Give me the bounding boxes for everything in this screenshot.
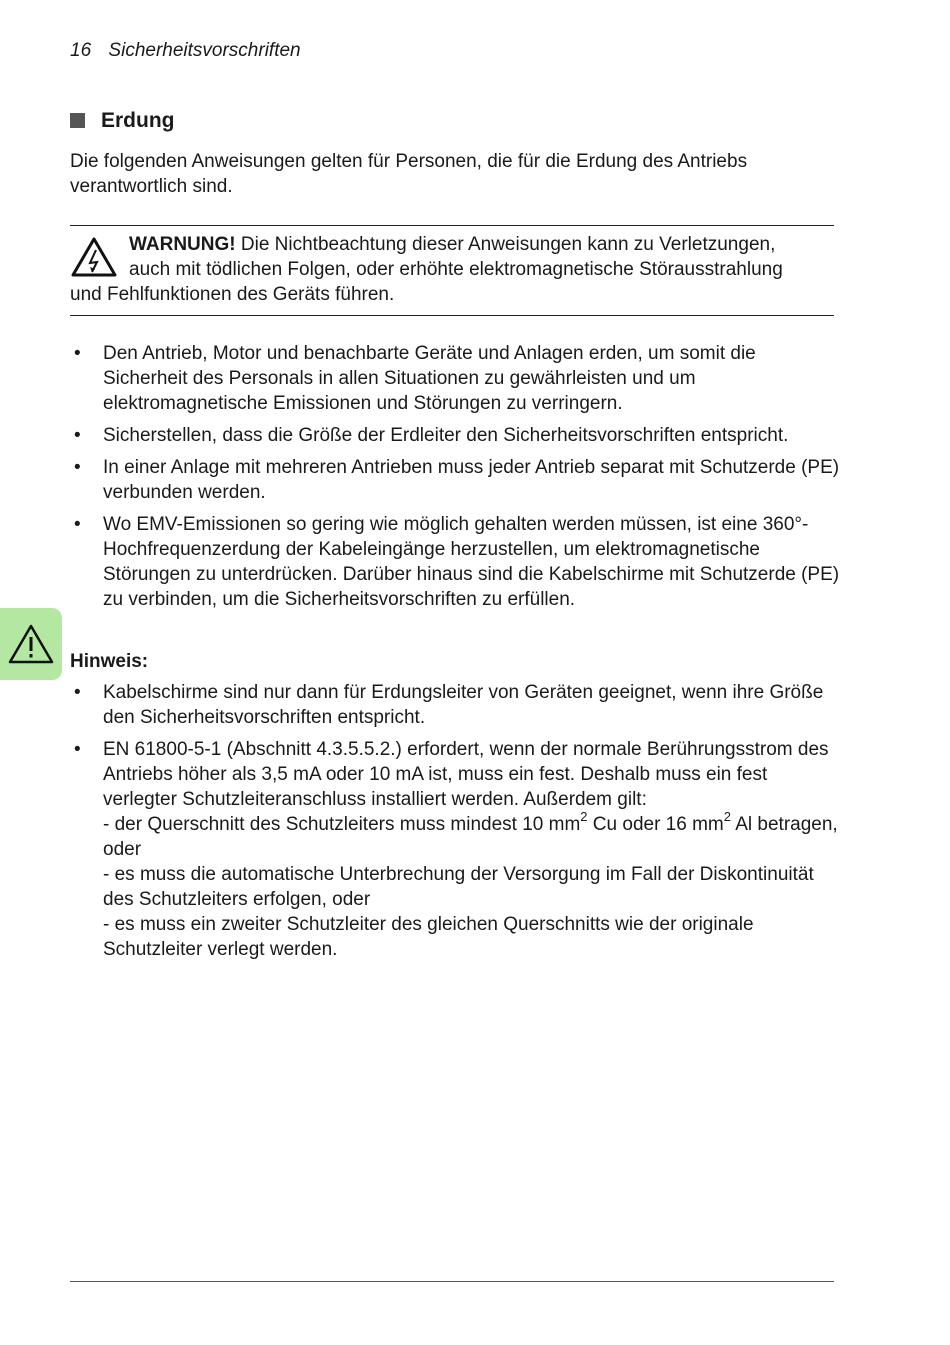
list-item: • Wo EMV-Emissionen so gering wie möglich gehalten werden müssen, ist eine 360°-Hochfrequenzerdung der Kabeleingänge herzustellen, um elektromagnetische Störungen zu unterdrücken. Darüber hinaus sind die Kabelschirme mit Schutzerde (PE) zu verbinden, um die Sicherheitsvorschriften zu erfüllen. xyxy=(70,512,840,612)
hint-label: Hinweis: xyxy=(70,651,149,672)
warning-text-2: auch mit tödlichen Folgen, oder erhöhte elektromagnetische Störausstrahlung xyxy=(129,259,783,280)
running-header xyxy=(70,38,301,63)
warning-text-3: und Fehlfunktionen des Geräts führen. xyxy=(70,284,395,305)
warning-triangle-icon xyxy=(7,623,55,665)
section-heading xyxy=(70,108,175,133)
list-item: • Kabelschirme sind nur dann für Erdungsleiter von Geräten geeignet, wenn ihre Größe den Sicherheitsvorschriften entspricht. xyxy=(70,680,840,730)
running-title: Sicherheitsvorschriften xyxy=(108,40,301,61)
hint-item-intro: • EN 61800-5-1 (Abschnitt 4.3.5.5.2.) erfordert, wenn der normale Berührungsstrom des Antriebs höher als 3,5 mA oder 10 mA ist, muss ein fest. Deshalb muss ein fest verlegter Schutzleiteranschluss installiert werden. Außerdem gilt: xyxy=(103,739,829,810)
list-item xyxy=(70,737,840,962)
hint-sub-item-1: - der Querschnitt des Schutzleiters muss mindest 10 $mm^2$ Cu oder 16 $mm^2$ Al betragen, oder xyxy=(103,808,838,860)
warning-top-rule xyxy=(70,225,834,226)
hint-sub-item-2: - es muss die automatische Unterbrechung der Versorgung im Fall der Diskontinuität des Schutzleiters erfolgen, oder xyxy=(103,864,814,910)
warning-box xyxy=(70,232,834,307)
list-item: • In einer Anlage mit mehreren Antrieben muss jeder Antrieb separat mit Schutzerde (PE) verbunden werden. xyxy=(70,455,840,505)
page-number: 16 xyxy=(70,40,92,61)
heading-square-icon xyxy=(70,113,85,128)
side-warning-tab xyxy=(0,608,62,680)
hint-list xyxy=(70,680,840,969)
hint-sub-item-3: - es muss ein zweiter Schutzleiter des gleichen Querschnitts wie der originale Schutzleiter verlegt werden. xyxy=(103,914,754,960)
warning-text-1: Die Nichtbeachtung dieser Anweisungen kann zu Verletzungen, xyxy=(235,234,776,255)
warning-label: WARNUNG! xyxy=(129,234,236,255)
list-item: • Den Antrieb, Motor und benachbarte Geräte und Anlagen erden, um somit die Sicherheit des Personals in allen Situationen zu gewährleisten und um elektromagnetische Emissionen und Störungen zu verringern. xyxy=(70,341,840,416)
footer-rule xyxy=(70,1281,834,1282)
electrical-warning-icon xyxy=(70,236,118,285)
list-item: • Sicherstellen, dass die Größe der Erdleiter den Sicherheitsvorschriften entspricht. xyxy=(70,423,840,448)
warning-bottom-rule xyxy=(70,315,834,316)
section-title: Erdung xyxy=(101,109,175,132)
grounding-list xyxy=(70,341,840,619)
intro-paragraph: Die folgenden Anweisungen gelten für Personen, die für die Erdung des Antriebs verantwortlich sind. xyxy=(70,151,748,197)
